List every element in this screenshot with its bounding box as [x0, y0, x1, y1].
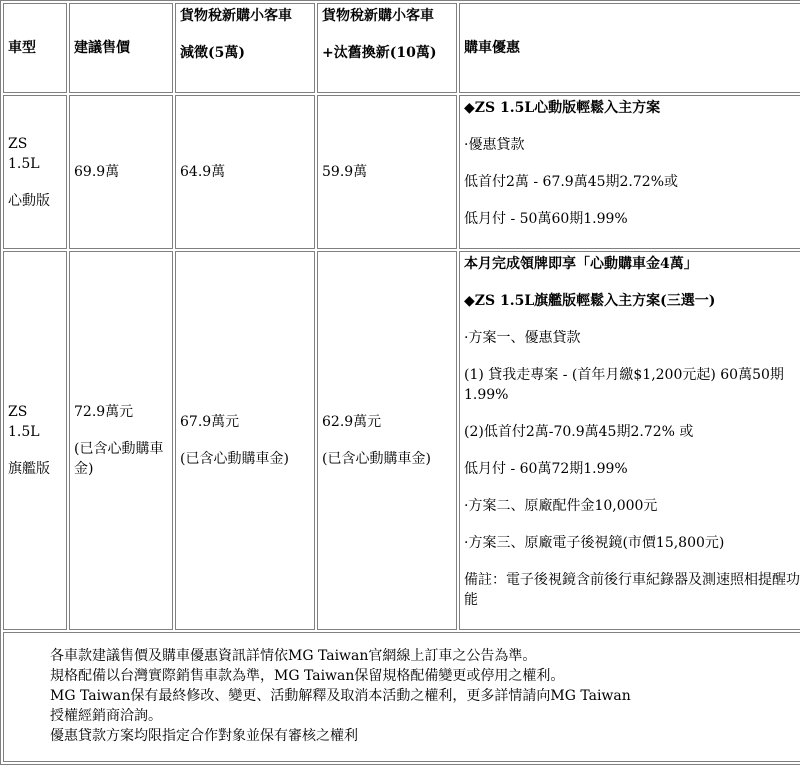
tax-tradein-cell: 59.9萬: [317, 95, 457, 249]
model-trim: 心動版: [8, 192, 50, 209]
model-trim: 旗艦版: [8, 461, 50, 477]
header-tax-reduction-sub: 減徵(5萬): [180, 45, 245, 61]
note-line: MG Taiwan保有最終修改、變更、活動解釋及取消本活動之權利，更多詳情請向MG Taiwan: [50, 688, 631, 704]
offer-line: ·方案三、原廠電子後視鏡(市價15,800元): [464, 535, 725, 551]
tax-reduction-note: (已含心動購車金): [180, 451, 289, 467]
header-row: [3, 3, 800, 93]
header-tax-reduction-title: 貨物稅新購小客車: [180, 8, 292, 24]
tax-tradein-value: 62.9萬元: [322, 414, 382, 430]
offer-line: ·方案一、優惠貸款: [464, 330, 581, 346]
offer-plan-title: ◆ZS 1.5L心動版輕鬆入主方案: [464, 100, 661, 116]
model-cell: [3, 95, 67, 249]
header-tax-reduction: [175, 3, 315, 93]
header-offer: 購車優惠: [459, 3, 800, 93]
table-row: [3, 95, 800, 249]
header-msrp: 建議售價: [69, 3, 173, 93]
note-line: 授權經銷商洽詢。: [50, 708, 162, 724]
offer-line: 低月付 - 60萬72期1.99%: [464, 461, 628, 477]
offer-cell: [459, 95, 800, 249]
header-tax-tradein-sub: +汰舊換新(10萬): [322, 45, 437, 61]
offer-line: (2)低首付2萬-70.9萬45期2.72% 或: [464, 424, 694, 440]
tax-tradein-note: (已含心動購車金): [322, 451, 431, 467]
msrp-cell: 69.9萬: [69, 95, 173, 249]
offer-plan-title: ◆ZS 1.5L旗艦版輕鬆入主方案(三選一): [464, 293, 716, 309]
offer-line: 低月付 - 50萬60期1.99%: [464, 211, 628, 227]
msrp-value: 72.9萬元: [74, 404, 134, 420]
offer-line: ·優惠貸款: [464, 137, 525, 153]
offer-headline: 本月完成領牌即享「心動購車金4萬」: [464, 256, 698, 272]
note-line: 優惠貸款方案均限指定合作對象並保有審核之權利: [50, 728, 358, 744]
header-model: 車型: [3, 3, 67, 93]
tax-reduction-cell: [175, 251, 315, 630]
msrp-note: (已含心動購車金): [74, 441, 164, 477]
offer-line: ·方案二、原廠配件金10,000元: [464, 498, 658, 514]
offer-remark: 備註：電子後視鏡含前後行車紀錄器及測速照相提醒功能: [464, 572, 800, 608]
tax-tradein-cell: [317, 251, 457, 630]
header-tax-tradein-title: 貨物稅新購小客車: [322, 8, 434, 24]
note-line: 規格配備以台灣實際銷售車款為準，MG Taiwan保留規格配備變更或停用之權利。: [50, 668, 565, 684]
tax-reduction-cell: 64.9萬: [175, 95, 315, 249]
disclaimer-notes: [3, 632, 800, 762]
offer-cell: [459, 251, 800, 630]
msrp-cell: [69, 251, 173, 630]
model-name: ZS 1.5L: [8, 135, 40, 172]
model-cell: [3, 251, 67, 630]
offer-line: 低首付2萬 - 67.9萬45期2.72%或: [464, 174, 678, 190]
tax-reduction-value: 67.9萬元: [180, 414, 240, 430]
note-line: 各車款建議售價及購車優惠資訊詳情依MG Taiwan官網線上訂車之公告為準。: [50, 648, 537, 664]
table-row: [3, 251, 800, 630]
notes-row: [3, 632, 800, 762]
model-name: ZS 1.5L: [8, 404, 40, 440]
header-tax-tradein: [317, 3, 457, 93]
offer-line: (1) 貸我走專案 - (首年月繳$1,200元起) 60萬50期1.99%: [464, 367, 784, 403]
